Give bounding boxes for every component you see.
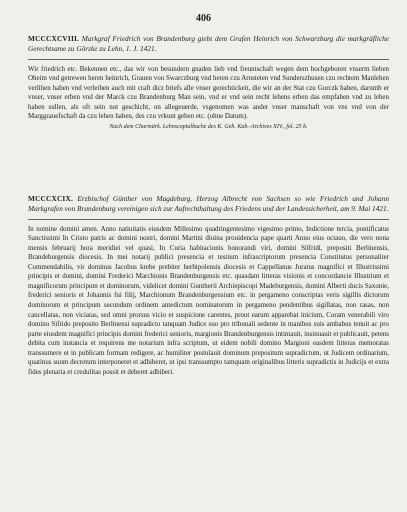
entry-source-note: Nach dem Churmärk. Lehnscopialbuche des K. Geh. Kab.-Archives XIV., fol. 25 b.	[109, 123, 308, 130]
entry-heading	[28, 34, 389, 55]
document-entry	[28, 194, 389, 377]
entry-title: Erzbischof Günther von Magdeburg, Herzog Albrecht von Sachsen so wie Friedrich und Johann Markgrafen von Brandenburg vereinigen sich zur Aufrechthaltung des Friedens und der Landessicherheit, am 9. Mai 1421.	[28, 194, 390, 214]
heading-divider	[28, 219, 389, 220]
entry-heading	[28, 194, 389, 215]
entry-body: Wir friedrich etc. Bekennen etc., das wir von besundern gnaden lieb vnd freuntschaft wegen dem hochgeboren vnserm lieben Oheim vnd getrewen heren heinrich, Grauen von Swarczburg vnd heren czu Arnsteten vnd Sunderszhusen czu rechtem Manlehen verlihen haben vnd verleihen auch mit craft dicz briefs alle vnser gerechtickeit, die wir an der Stat czu Gorczk haben, darumb er vnser, vnser erben vnd der Marck czu Brandenburg Man sein, vnd er vnd sein recht lehens erben das empfahen vnd zu lehen haben sullen, als oft sein not geschicht, on allegeuerde, vsgenomen was ander vnser manschaft von vns vnd von der Marggrauefschaft da czu lehen haben, des czu vrkunt geben etc. (ohne Datum).	[28, 64, 389, 121]
document-entry	[28, 34, 389, 132]
entry-title: Markgraf Friedrich von Brandenburg giebt dem Grafen Heinrich von Schwarzburg die markgräfliche Gerechtsame zu Görzke zu Lehn, 1. J. 1421.	[28, 34, 389, 54]
page-number: 406	[196, 13, 211, 24]
entry-number: MCCCXCIX.	[28, 194, 73, 203]
entry-number: MCCCXCVIII.	[28, 34, 80, 43]
heading-divider	[28, 59, 389, 60]
entry-body: In nomine domini amen. Anno natiuitatis eiusdem Millesimo quadringentesimo vigesimo primo, Indictione tercia, pontificatus Sanctissimi In Cristo patris ac domini nostri, domini Martini diuina prouidencia pape quarti Anno eius octauo, die vero nona mensis februarij hora meridiei vel quasi, In Curia habitacionis honorandi viri, domini Silfridi, prepositi Berlinensis, Brandeburgensis diocesis, In mei notarij publici presencia et testium infrascriptorum presencia Constitutus personaliter Commendabilis, vir dominus Jacobus krebe prebiter herbipolensis diocesis et Cappellanus Juratus magnifici et Illustrissimi principis et domini, domini Frederici Marchionis Brandenburgensis etc. quasdam litteras visionis et concordancie Illustrium et magnificorum principum et dominorum, videlicet domini Guntherii Archiepiscopi Madeburgensis, domini Alberti ducis Saxonie, frederici senioris et Johannis fui filij, Marchionum Brandenburgensium etc. in pergameno conscriptas veris sigillis dictorum dominorum et principum secundum ordinem antedictum nominatorum in pergameno pendentibus sigillatas, non rasas, non cancellatas, non viciatas, sed omni prorsus vicio et suspicione carentes, prout earum apparebat inicium, Coram venerabili viro domino Sifrido preposito Berlinensi supradicto tanquam Judice suo pro tribunali sedente in manibus suis ambabus tenuit ac pro parte eiusdem magnifici principis domini frederici senioris, margionis Brandenburgensis intimauit, insinuauit et publicauit, petens debita cum instancia et requirens me notarium infra scriptum, ut eidem nobili domino Margioni easdem litteras memoratas transsumere et in publicam formam redigere, ac humiliter postulauit dominum prepositum supradictum, ut Judicem ordinarium, quatinus suum decretum interponeret et adhiberet, ut ipsi transsumpto tamquam originalibus litteris supradictis in Judicijs et extra fides plenaria et credulitas possit et deberet adhiberi.	[28, 224, 389, 376]
